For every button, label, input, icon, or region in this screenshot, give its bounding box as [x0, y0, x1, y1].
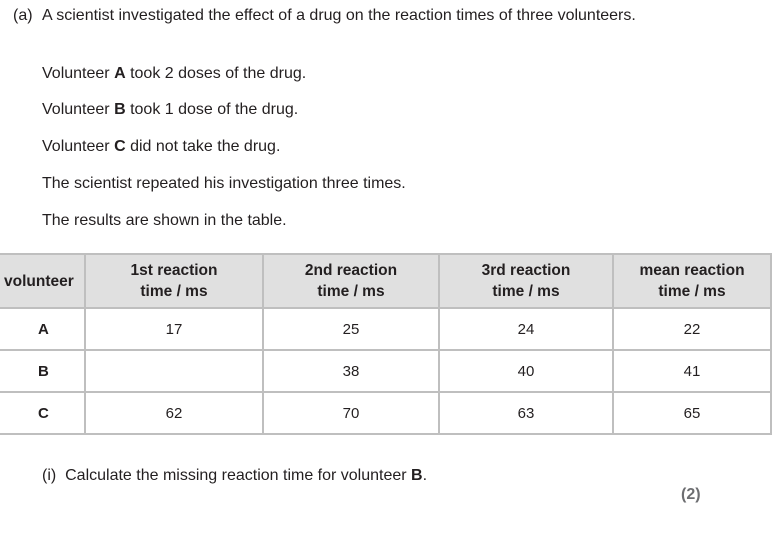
- marks-allocation: (2): [681, 486, 701, 503]
- cell-volunteer: C: [0, 392, 85, 434]
- cell-first: 62: [85, 392, 263, 434]
- cell-second: 38: [263, 350, 439, 392]
- header-mean-reaction: mean reaction time / ms: [613, 254, 771, 308]
- statement-volunteer-b: Volunteer B took 1 dose of the drug.: [42, 101, 299, 118]
- table-row: [0, 350, 771, 392]
- statement-volunteer-c: Volunteer C did not take the drug.: [42, 138, 281, 155]
- table-header-row: [0, 254, 771, 308]
- header-third-reaction: 3rd reaction time / ms: [439, 254, 613, 308]
- cell-third: 63: [439, 392, 613, 434]
- statement-volunteer-a: Volunteer A took 2 doses of the drug.: [42, 65, 307, 82]
- cell-first-missing: [85, 350, 263, 392]
- statement-repeated: The scientist repeated his investigation three times.: [42, 175, 406, 192]
- cell-second: 25: [263, 308, 439, 350]
- header-second-reaction: 2nd reaction time / ms: [263, 254, 439, 308]
- cell-volunteer: A: [0, 308, 85, 350]
- cell-second: 70: [263, 392, 439, 434]
- cell-third: 40: [439, 350, 613, 392]
- cell-mean: 41: [613, 350, 771, 392]
- results-table: [0, 253, 772, 435]
- header-volunteer: volunteer: [0, 254, 85, 308]
- cell-mean: 65: [613, 392, 771, 434]
- cell-first: 17: [85, 308, 263, 350]
- cell-third: 24: [439, 308, 613, 350]
- table-row: [0, 308, 771, 350]
- cell-mean: 22: [613, 308, 771, 350]
- table-row: [0, 392, 771, 434]
- question-intro: A scientist investigated the effect of a drug on the reaction times of three volunteers.: [42, 7, 636, 24]
- cell-volunteer: B: [0, 350, 85, 392]
- statement-results-shown: The results are shown in the table.: [42, 212, 287, 229]
- subquestion-i: (i) Calculate the missing reaction time for volunteer B.: [42, 467, 428, 484]
- header-first-reaction: 1st reaction time / ms: [85, 254, 263, 308]
- question-part-label: (a): [13, 7, 33, 24]
